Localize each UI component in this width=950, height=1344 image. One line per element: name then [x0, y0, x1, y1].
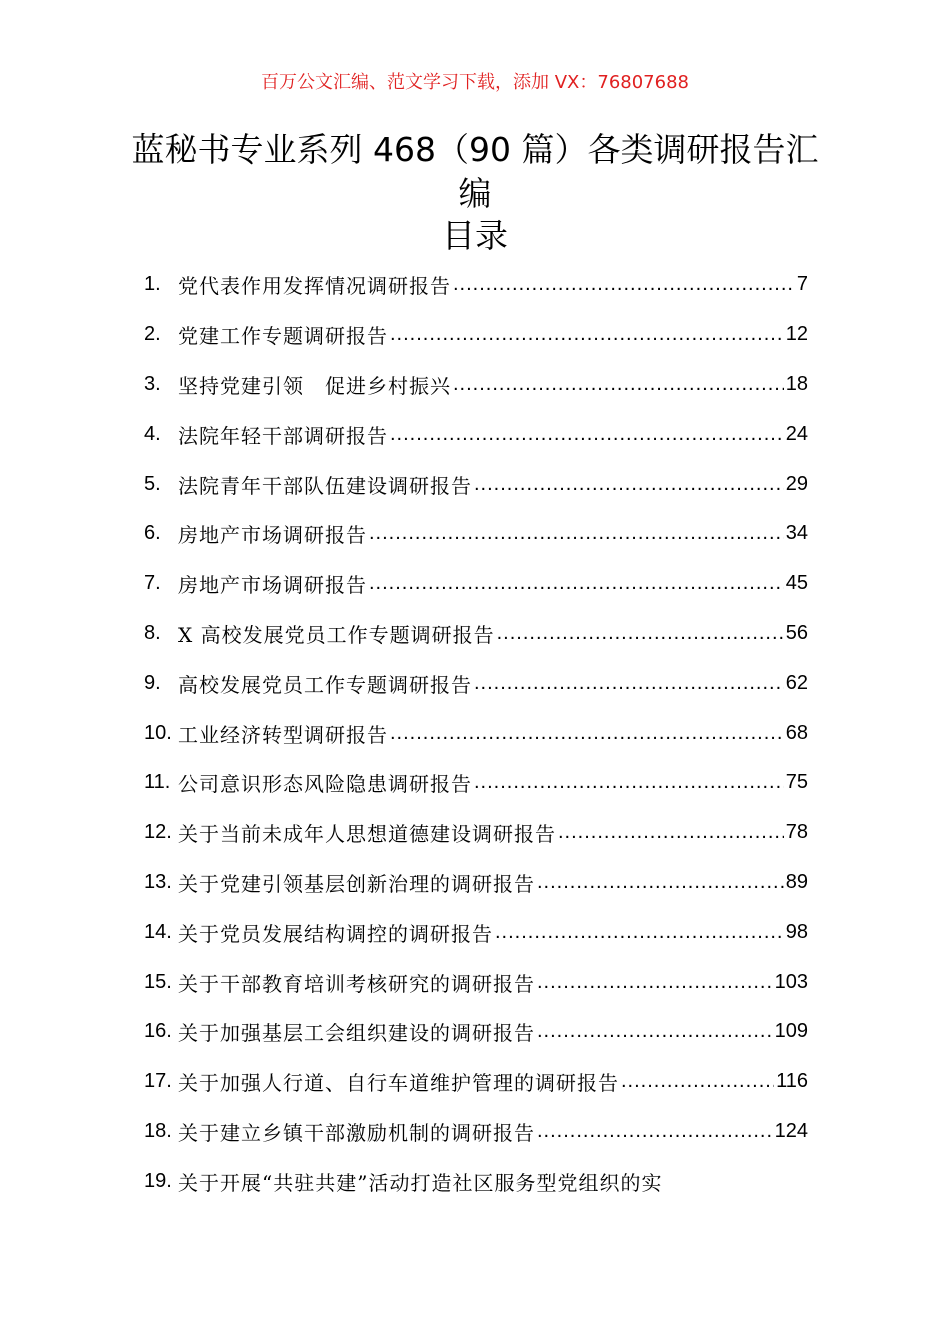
toc-entry-title: 房地产市场调研报告 — [178, 523, 367, 548]
toc-entry-title: 关于党员发展结构调控的调研报告 — [178, 921, 493, 946]
toc-heading: 目录 — [442, 216, 508, 255]
toc-entry-page: 116 — [776, 1070, 808, 1093]
toc-entry-number: 18. — [144, 1119, 172, 1142]
toc-entry-title: 党代表作用发挥情况调研报告 — [178, 274, 451, 299]
toc-leader-dots — [537, 1020, 773, 1043]
toc-entry-number: 14. — [144, 920, 172, 943]
toc-entry-title: 关于当前未成年人思想道德建设调研报告 — [178, 822, 556, 847]
toc-entry-title: 工业经济转型调研报告 — [178, 722, 388, 747]
toc-leader-dots — [474, 473, 784, 496]
toc-entry-number: 7. — [144, 572, 161, 595]
toc-entry[interactable] — [144, 1156, 808, 1206]
toc-leader-dots — [369, 522, 784, 545]
toc-entry-title: 关于加强人行道、自行车道维护管理的调研报告 — [178, 1071, 619, 1096]
toc-entry[interactable] — [144, 260, 808, 310]
toc-entry-page: 68 — [785, 721, 808, 744]
toc-entry[interactable] — [144, 509, 808, 559]
toc-leader-dots — [497, 622, 784, 645]
toc-entry-page: 75 — [785, 771, 808, 794]
toc-entry[interactable] — [144, 609, 808, 659]
toc-entry[interactable] — [144, 360, 808, 410]
toc-entry-number: 11. — [144, 771, 171, 794]
toc-entry[interactable] — [144, 1107, 808, 1157]
toc-entry[interactable] — [144, 708, 808, 758]
toc-leader-dots — [474, 672, 784, 695]
toc-entry-page: 18 — [785, 372, 808, 395]
toc-entry-number: 13. — [144, 870, 172, 893]
toc-leader-dots — [621, 1070, 774, 1093]
toc-leader-dots — [474, 771, 784, 794]
toc-entry-title: 高校发展党员工作专题调研报告 — [178, 672, 472, 697]
toc-entry-page: 45 — [785, 572, 808, 595]
toc-entry-page: 56 — [785, 621, 808, 644]
toc-leader-dots — [390, 722, 784, 745]
toc-entry-title: 法院青年干部队伍建设调研报告 — [178, 473, 472, 498]
toc-entry[interactable] — [144, 957, 808, 1007]
toc-entry-number: 10. — [144, 721, 172, 744]
toc-entry-title: 关于开展“共驻共建”活动打造社区服务型党组织的实 — [178, 1170, 663, 1195]
toc-leader-dots — [558, 821, 784, 844]
toc-entry-number: 1. — [144, 273, 161, 296]
toc-entry-page: 34 — [785, 522, 808, 545]
toc-entry-page: 12 — [785, 323, 808, 346]
toc-entry-page: 24 — [785, 422, 808, 445]
toc-entry-number: 15. — [144, 970, 172, 993]
toc-entry[interactable] — [144, 1007, 808, 1057]
toc-leader-dots — [453, 273, 795, 296]
toc-entry-number: 6. — [144, 522, 161, 545]
promo-banner: 百万公文汇编、范文学习下载，添加 VX：76807688 — [261, 72, 689, 93]
toc-entry-page: 62 — [785, 671, 808, 694]
toc-entry-title: 公司意识形态风险隐患调研报告 — [178, 772, 472, 797]
toc-entry-title: 坚持党建引领 促进乡村振兴 — [178, 373, 451, 398]
toc-leader-dots — [537, 871, 784, 894]
toc-entry-number: 17. — [144, 1070, 172, 1093]
toc-leader-dots — [495, 921, 784, 944]
toc-entry-number: 3. — [144, 372, 161, 395]
toc-entry-page: 89 — [785, 870, 808, 893]
toc-entry-page: 109 — [774, 1020, 808, 1043]
toc-leader-dots — [369, 572, 784, 595]
toc-entry-number: 9. — [144, 671, 161, 694]
toc-entry-number: 8. — [144, 621, 161, 644]
toc-leader-dots — [390, 323, 784, 346]
toc-entry[interactable] — [144, 658, 808, 708]
toc-entry[interactable] — [144, 409, 808, 459]
toc-entry[interactable] — [144, 907, 808, 957]
toc-leader-dots — [453, 373, 784, 396]
toc-entry-number: 12. — [144, 821, 172, 844]
toc-entry[interactable] — [144, 310, 808, 360]
toc-entry[interactable] — [144, 559, 808, 609]
toc-entry[interactable] — [144, 858, 808, 908]
toc-entry[interactable] — [144, 1057, 808, 1107]
toc-entry-title: 关于建立乡镇干部激励机制的调研报告 — [178, 1120, 535, 1145]
toc-entry-title: 房地产市场调研报告 — [178, 573, 367, 598]
toc-entry[interactable] — [144, 459, 808, 509]
toc-entry-number: 4. — [144, 422, 161, 445]
toc-entry-number: 5. — [144, 472, 161, 495]
toc-entry[interactable] — [144, 808, 808, 858]
toc-entry-title: 关于党建引领基层创新治理的调研报告 — [178, 871, 535, 896]
toc-entry-title: X 高校发展党员工作专题调研报告 — [178, 622, 495, 647]
toc-entry-number: 19. — [144, 1169, 172, 1192]
toc-entry-page: 78 — [785, 821, 808, 844]
document-title: 蓝秘书专业系列 468（90 篇）各类调研报告汇编 — [131, 130, 819, 213]
toc-entry-title: 党建工作专题调研报告 — [178, 324, 388, 349]
toc-entry-title: 法院年轻干部调研报告 — [178, 423, 388, 448]
toc-entry-page: 103 — [774, 970, 808, 993]
toc-entry-page: 124 — [774, 1119, 808, 1142]
toc-entry-page: 7 — [796, 273, 808, 296]
toc-entry-number: 2. — [144, 323, 161, 346]
toc-leader-dots — [390, 423, 784, 446]
toc-entry-title: 关于加强基层工会组织建设的调研报告 — [178, 1021, 535, 1046]
toc-leader-dots — [537, 971, 773, 994]
toc-entry-number: 16. — [144, 1020, 172, 1043]
table-of-contents — [144, 260, 808, 1206]
toc-entry-page: 98 — [785, 920, 808, 943]
toc-entry[interactable] — [144, 758, 808, 808]
toc-entry-page: 29 — [785, 472, 808, 495]
toc-leader-dots — [537, 1120, 773, 1143]
toc-entry-title: 关于干部教育培训考核研究的调研报告 — [178, 971, 535, 996]
